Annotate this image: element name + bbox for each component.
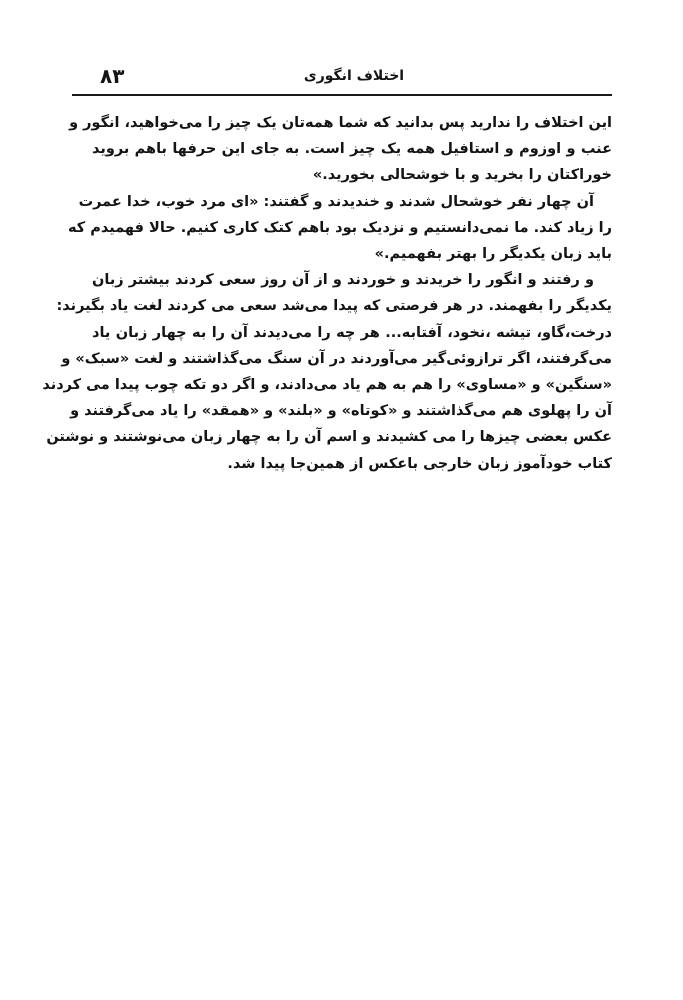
body-text bbox=[42, 110, 612, 477]
text-line: و رفتند و انگور را خریدند و خوردند و از آن روز سعی کردند بیشتر زبان bbox=[92, 272, 594, 289]
text-line: این اختلاف را ندارید پس بدانید که شما همه‌تان یک چیز را می‌خواهید، انگور و bbox=[69, 115, 612, 131]
text-line: کتاب خودآموز زبان خارجی باعکس از همین‌جا پیدا شد. bbox=[227, 455, 612, 472]
running-title: اختلاف انگوری bbox=[303, 68, 405, 84]
paragraph-2 bbox=[68, 189, 612, 268]
text-line: درخت،گاو، تیشه ،نخود، آفتابه... هر چه را می‌دیدند آن را به چهار زبان یاد bbox=[92, 324, 612, 341]
header-divider bbox=[72, 94, 612, 96]
text-line: خوراکتان را بخرید و با خوشحالی بخورید.» bbox=[312, 167, 612, 184]
paragraph-3 bbox=[42, 267, 612, 477]
text-line: آن چهار نفر خوشحال شدند و خندیدند و گفتند: «ای مرد خوب، خدا عمرت bbox=[78, 193, 594, 210]
paragraph-1 bbox=[69, 110, 612, 189]
text-line: را زیاد کند. ما نمی‌دانستیم و نزدیک بود باهم کتک کاری کنیم. حالا فهمیدم که bbox=[68, 219, 612, 236]
text-line: می‌گرفتند، اگر ترازوئی‌گیر می‌آوردند در آن سنگ می‌گذاشتند و لغت «سبک» و bbox=[61, 350, 612, 367]
text-line: عنب و اوزوم و استافیل همه یک چیز است. به جای این حرفها باهم بروید bbox=[92, 141, 612, 158]
running-header bbox=[98, 62, 610, 92]
text-line: آن را پهلوی هم می‌گذاشتند و «کوتاه» و «بلند» و «همقد» را یاد می‌گرفتند و bbox=[70, 403, 612, 420]
text-line: یکدیگر را بفهمند. در هر فرصتی که پیدا می‌شد سعی می کردند لغت یاد بگیرند: bbox=[56, 298, 612, 315]
text-line: «سنگین» و «مساوی» را هم به هم یاد می‌دادند، و اگر دو تکه چوب پیدا می کردند bbox=[42, 377, 612, 394]
page-number: ۸۳ bbox=[100, 64, 125, 88]
text-line: عکس بعضی چیزها را می کشیدند و اسم آن را به چهار زبان می‌نوشتند و نوشتن bbox=[46, 429, 612, 446]
text-line: باید زبان یکدیگر را بهتر بفهمیم.» bbox=[374, 246, 612, 263]
